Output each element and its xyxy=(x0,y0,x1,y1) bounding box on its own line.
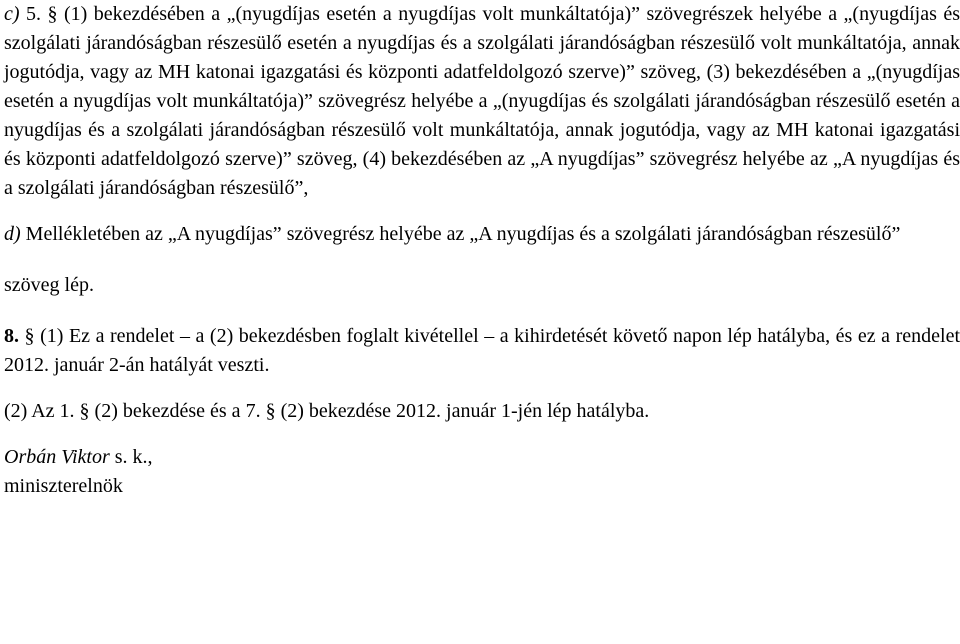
paragraph-c-text: 5. § (1) bekezdésében a „(nyugdíjas esetén a nyugdíjas volt munkáltatója)” szövegrészek helyébe a „(nyugdíjas és szolgálati járandóságban részesülő esetén a nyugdíjas és a szolgálati járandóságban részesülő volt munkáltatója, annak jogutódja, vagy az MH katonai igazgatási és központi adatfeldolgozó szerve)” szöveg, (3) bekezdésében a „(nyugdíjas esetén a nyugdíjas volt munkáltatója)” szövegrész helyébe a „(nyugdíjas és szolgálati járandóságban részesülő esetén a nyugdíjas és a szolgálati járandóságban részesülő volt munkáltatója, annak jogutódja, vagy az MH katonai igazgatási és központi adatfeldolgozó szerve)” szöveg, (4) bekezdésében az „A nyugdíjas” szövegrész helyébe az „A nyugdíjas és a szolgálati járandóságban részesülő”, xyxy=(4,3,960,199)
section-8-paragraph-2: (2) Az 1. § (2) bekezdése és a 7. § (2) bekezdése 2012. január 1-jén lép hatályba. xyxy=(4,400,650,422)
section-8-number: 8. xyxy=(4,325,19,347)
paragraph-c-marker: c) xyxy=(4,3,20,25)
spacer xyxy=(4,249,960,271)
signature-title: miniszterelnök xyxy=(4,475,123,497)
signature xyxy=(4,443,960,472)
document-body xyxy=(4,0,960,501)
paragraph-c xyxy=(4,0,960,203)
section-8-paragraph-1 xyxy=(4,322,960,380)
spacer xyxy=(4,300,960,322)
paragraph-d-marker: d) xyxy=(4,223,21,245)
spacer xyxy=(4,426,960,443)
spacer xyxy=(4,380,960,397)
paragraph-d xyxy=(4,220,960,249)
signature-name: Orbán Viktor xyxy=(4,446,110,468)
section-8-paragraph-1-text: § (1) Ez a rendelet – a (2) bekezdésben foglalt kivétellel – a kihirdetését követő napon lép hatályba, és ez a rendelet 2012. január 2-án hatályát veszti. xyxy=(4,325,960,376)
spacer xyxy=(4,203,960,220)
closing-text: szöveg lép. xyxy=(4,274,94,296)
paragraph-d-text: Mellékletében az „A nyugdíjas” szövegrész helyébe az „A nyugdíjas és a szolgálati járandóságban részesülő” xyxy=(20,223,901,245)
signature-suffix: s. k., xyxy=(109,446,153,468)
